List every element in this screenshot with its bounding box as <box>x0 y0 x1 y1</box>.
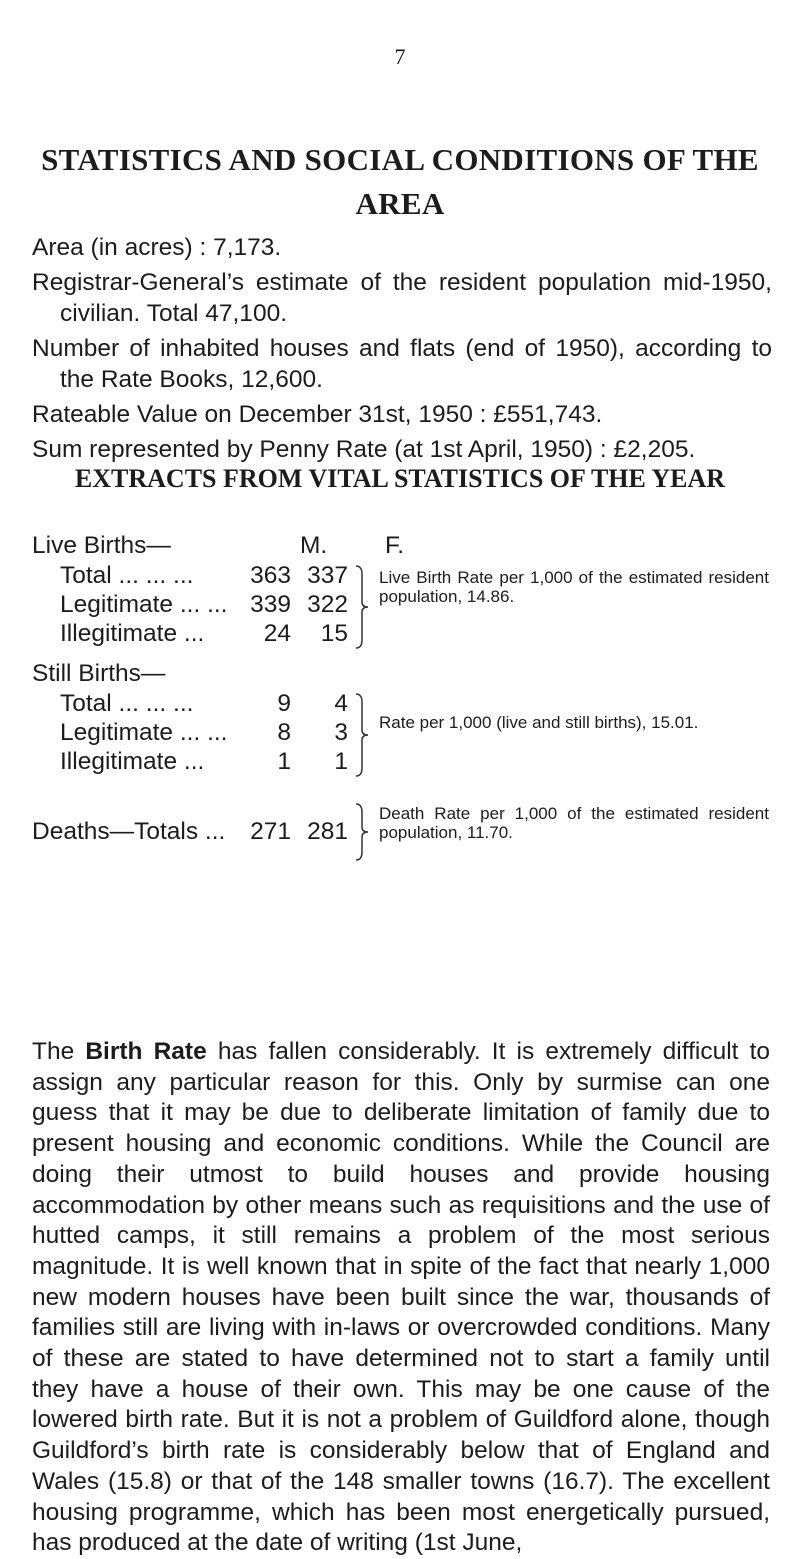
penny-rate-line: Sum represented by Penny Rate (at 1st April, 1950) : £2,205. <box>32 436 696 463</box>
body-bold-term: Birth Rate <box>85 1038 207 1065</box>
still-illegit-m: 1 <box>277 748 291 775</box>
page-title: STATISTICS AND SOCIAL CONDITIONS OF THE AREA <box>41 142 759 221</box>
live-legit-label: Legitimate ... ... <box>60 591 228 618</box>
body-lead: The <box>32 1038 86 1065</box>
population-line: Registrar-General’s estimate of the resident population mid-1950, civilian. Total 47,100. <box>32 269 772 327</box>
still-birth-rate-note: Rate per 1,000 (live and still births), 15.01. <box>379 713 699 732</box>
live-total-m: 363 <box>250 562 291 589</box>
section-heading: EXTRACTS FROM VITAL STATISTICS OF THE YEAR <box>74 464 726 493</box>
deaths-m: 271 <box>250 818 291 845</box>
still-illegit-f: 1 <box>334 748 348 775</box>
area-line: Area (in acres) : 7,173. <box>32 234 282 261</box>
live-illegit-m: 24 <box>263 620 291 647</box>
col-f-header: F. <box>385 532 405 559</box>
body-rest: has fallen considerably. It is extremely difficult to assign any particular reason for this. Only by surmise can one guess that it may be due to deliberate limitation of family due to present housing and economic conditions. While the Council are doing their utmost to build houses and provide housing accommodation by other means such as requisitions and the use of hutted camps, it still remains a problem of the most serious magnitude. It is well known that in spite of the fact that nearly 1,000 new modern houses have been built since the war, thousands of families still are living with in-laws or overcrowded conditions. Many of these are stated to have determined not to start a family until they have a house of their own. This may be one cause of the lowered birth rate. But it is not a problem of Guildford alone, though Guildford’s birth rate is considerably below that of England and Wales (15.8) or that of the 148 smaller towns (16.7). The excellent housing programme, which has been most energetically pursued, has produced at the date of writing (1st June, <box>32 1038 771 1557</box>
intro-section <box>32 232 772 469</box>
live-illegit-label: Illegitimate ... <box>60 620 205 647</box>
live-legit-f: 322 <box>307 591 348 618</box>
still-total-label: Total ... ... ... <box>60 690 194 717</box>
live-total-label: Total ... ... ... <box>60 562 194 589</box>
still-total-m: 9 <box>277 690 291 717</box>
still-total-f: 4 <box>334 690 348 717</box>
still-legit-f: 3 <box>334 719 348 746</box>
still-legit-m: 8 <box>277 719 291 746</box>
still-illegit-label: Illegitimate ... <box>60 748 205 775</box>
live-illegit-f: 15 <box>320 620 348 647</box>
live-birth-rate-note: Live Birth Rate per 1,000 of the estimated resident population, 14.86. <box>379 568 769 606</box>
deaths-label: Deaths—Totals ... <box>32 818 226 845</box>
live-births-heading: Live Births— <box>32 532 171 559</box>
page-number: 7 <box>394 44 406 69</box>
death-rate-note: Death Rate per 1,000 of the estimated resident population, 11.70. <box>379 804 769 842</box>
houses-line: Number of inhabited houses and flats (end of 1950), according to the Rate Books, 12,600. <box>32 335 772 393</box>
still-legit-label: Legitimate ... ... <box>60 719 228 746</box>
col-m-header: M. <box>300 532 328 559</box>
still-births-heading: Still Births— <box>32 660 166 687</box>
live-total-f: 337 <box>307 562 348 589</box>
rateable-value-line: Rateable Value on December 31st, 1950 : £551,743. <box>32 401 603 428</box>
live-births-brace-icon <box>352 562 374 652</box>
live-legit-m: 339 <box>250 591 291 618</box>
deaths-f: 281 <box>307 818 348 845</box>
deaths-brace-icon <box>352 800 374 864</box>
still-births-brace-icon <box>352 690 374 780</box>
birth-rate-paragraph <box>32 1037 770 1559</box>
